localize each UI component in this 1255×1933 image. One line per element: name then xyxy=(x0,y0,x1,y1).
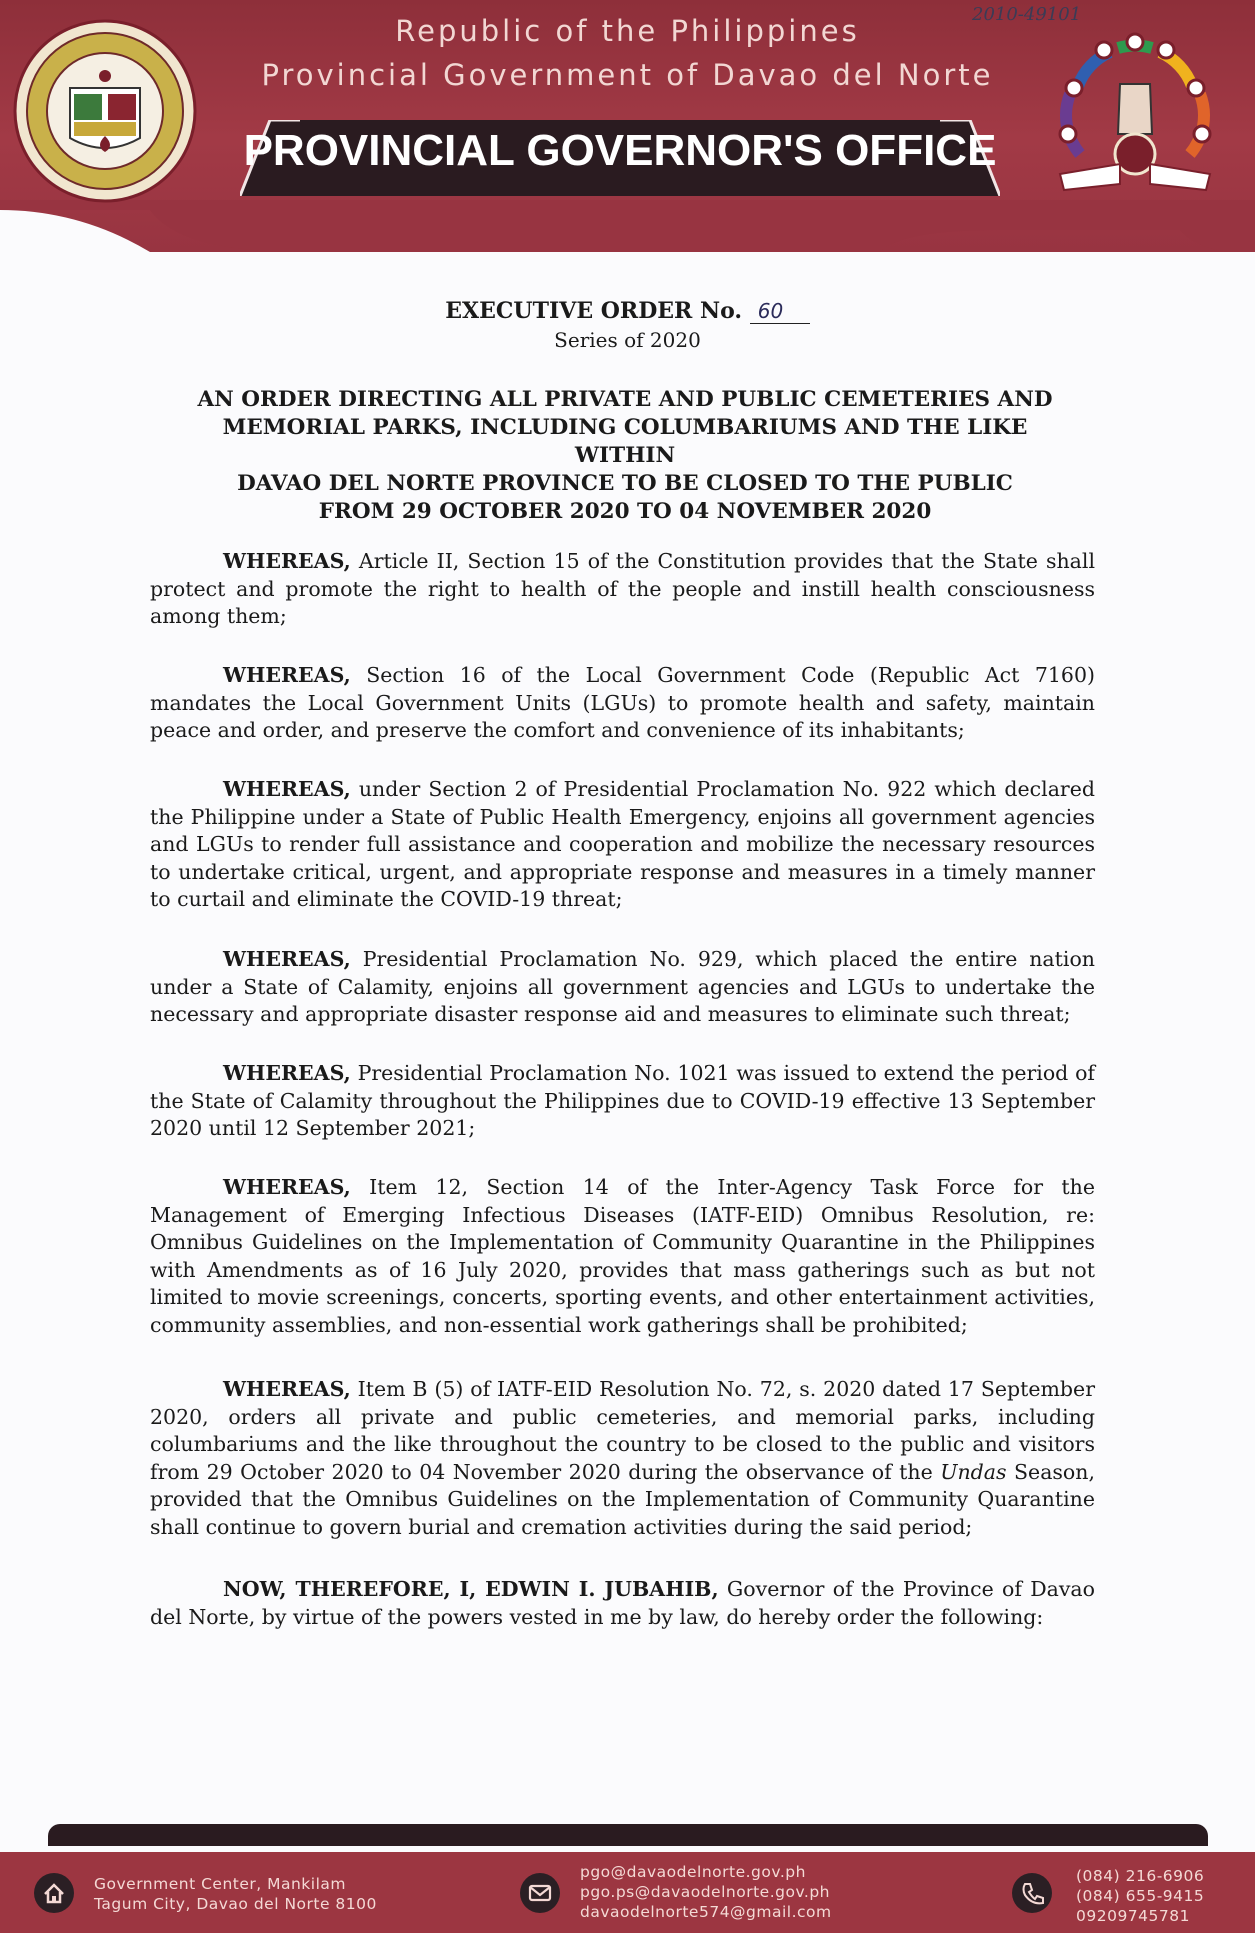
whereas-lead: WHEREAS, xyxy=(223,1061,351,1085)
footer-address xyxy=(94,1874,377,1914)
order-heading xyxy=(170,386,1080,526)
whereas-lead: WHEREAS, xyxy=(223,1175,351,1199)
whereas-lead: WHEREAS, xyxy=(223,663,351,687)
executive-order-number: 60 xyxy=(750,299,810,324)
home-icon xyxy=(34,1873,74,1913)
order-heading-line: MEMORIAL PARKS, INCLUDING COLUMBARIUMS AND THE LIKE WITHIN xyxy=(222,415,1028,468)
phone-line: (084) 655-9415 xyxy=(1076,1887,1205,1905)
mail-icon xyxy=(520,1873,560,1913)
paragraph-text: Item B (5) of IATF-EID Resolution No. 72, s. 2020 dated 17 September 2020, orders all private and public cemeteries, and memorial parks, including columbariums and the like throughout the country to be closed to the public and visitors from 29 October 2020 to 04 November 2020 during the observance of the xyxy=(150,1377,1095,1484)
whereas-paragraph-2 xyxy=(150,662,1095,745)
paragraph-text: Presidential Proclamation No. 1021 was issued to extend the period of the State of Calamity throughout the Philippines due to COVID-19 effective 13 September 2020 until 12 September 2021; xyxy=(150,1061,1095,1140)
whereas-paragraph-7 xyxy=(150,1376,1095,1541)
footer-emails xyxy=(580,1862,832,1922)
email-line: pgo.ps@davaodelnorte.gov.ph xyxy=(580,1883,831,1901)
paragraph-text: Season, provided that the Omnibus Guidelines on the Implementation of Community Quarantine shall continue to govern burial and cremation activities during the said period; xyxy=(150,1459,1095,1539)
provincial-government-line: Provincial Government of Davao del Norte xyxy=(261,58,994,92)
paragraph-text: Section 16 of the Local Government Code (Republic Act 7160) mandates the Local Government Units (LGUs) to promote health and safety, maintain peace and order, and preserve the comfort and convenience of its inhabitants; xyxy=(150,663,1095,742)
undas-italic: Undas xyxy=(940,1459,1007,1484)
paragraph-text: Governor of the Province of Davao del Norte, by virtue of the powers vested in me by law, do hereby order the following: xyxy=(150,1577,1095,1629)
now-therefore-paragraph xyxy=(150,1576,1095,1631)
phone-line: (084) 216-6906 xyxy=(1076,1867,1205,1885)
paragraph-text: Item 12, Section 14 of the Inter-Agency Task Force for the Management of Emerging Infectious Diseases (IATF-EID) Omnibus Resolution, re: Omnibus Guidelines on the Implementation of Community Quarantine in the Philippines with Amendments as of 16 July 2020, provides that mass gatherings such as but not limited to movie screenings, concerts, sporting events, and other entertainment activities, community assemblies, and non-essential work gatherings shall be prohibited; xyxy=(150,1175,1095,1337)
paragraph-text: under Section 2 of Presidential Proclamation No. 922 which declared the Philippine under a State of Public Health Emergency, enjoins all government agencies and LGUs to render full assistance and cooperation and mobilize the necessary resources to undertake critical, urgent, and appropriate response and measures in a timely manner to curtail and eliminate the COVID-19 threat; xyxy=(150,777,1095,911)
order-heading-line: AN ORDER DIRECTING ALL PRIVATE AND PUBLIC CEMETERIES AND xyxy=(197,387,1053,412)
whereas-paragraph-5 xyxy=(150,1060,1095,1143)
whereas-lead: WHEREAS, xyxy=(223,1377,351,1401)
paragraph-text: Presidential Proclamation No. 929, which placed the entire nation under a State of Calamity, enjoins all government agencies and LGUs to undertake the necessary and appropriate disaster response aid and measures to eliminate such threat; xyxy=(150,947,1095,1026)
paragraph-text: Article II, Section 15 of the Constitution provides that the State shall protect and promote the right to health of the people and instill health consciousness among them; xyxy=(150,549,1095,628)
whereas-lead: WHEREAS, xyxy=(223,777,351,801)
office-title: PROVINCIAL GOVERNOR'S OFFICE xyxy=(243,126,997,175)
address-line: Government Center, Mankilam xyxy=(94,1875,346,1893)
handwritten-reference-number: 2010-49101 xyxy=(972,4,1082,25)
whereas-paragraph-6 xyxy=(150,1174,1095,1339)
whereas-lead: WHEREAS, xyxy=(223,947,351,971)
now-therefore-lead: NOW, THEREFORE, I, EDWIN I. JUBAHIB, xyxy=(223,1577,719,1601)
phone-icon xyxy=(1012,1873,1052,1913)
whereas-paragraph-1 xyxy=(150,548,1095,631)
executive-order-label: EXECUTIVE ORDER No. xyxy=(445,298,743,324)
series-line: Series of 2020 xyxy=(554,328,701,352)
order-heading-line: FROM 29 OCTOBER 2020 TO 04 NOVEMBER 2020 xyxy=(318,499,932,524)
provincial-seal-logo xyxy=(12,18,198,204)
whereas-lead: WHEREAS, xyxy=(223,549,351,573)
order-heading-line: DAVAO DEL NORTE PROVINCE TO BE CLOSED TO THE PUBLIC xyxy=(237,471,1013,496)
republic-line: Republic of the Philippines xyxy=(395,14,860,48)
executive-order-title xyxy=(0,298,1255,324)
whereas-paragraph-3 xyxy=(150,776,1095,914)
phone-line: 09209745781 xyxy=(1076,1907,1190,1925)
email-line: pgo@davaodelnorte.gov.ph xyxy=(580,1863,806,1881)
email-line: davaodelnorte574@gmail.com xyxy=(580,1903,832,1921)
one-davnor-logo xyxy=(1040,24,1230,214)
address-line: Tagum City, Davao del Norte 8100 xyxy=(94,1895,377,1913)
footer-divider-bar xyxy=(48,1824,1208,1846)
whereas-paragraph-4 xyxy=(150,946,1095,1029)
footer-phones xyxy=(1076,1866,1204,1926)
